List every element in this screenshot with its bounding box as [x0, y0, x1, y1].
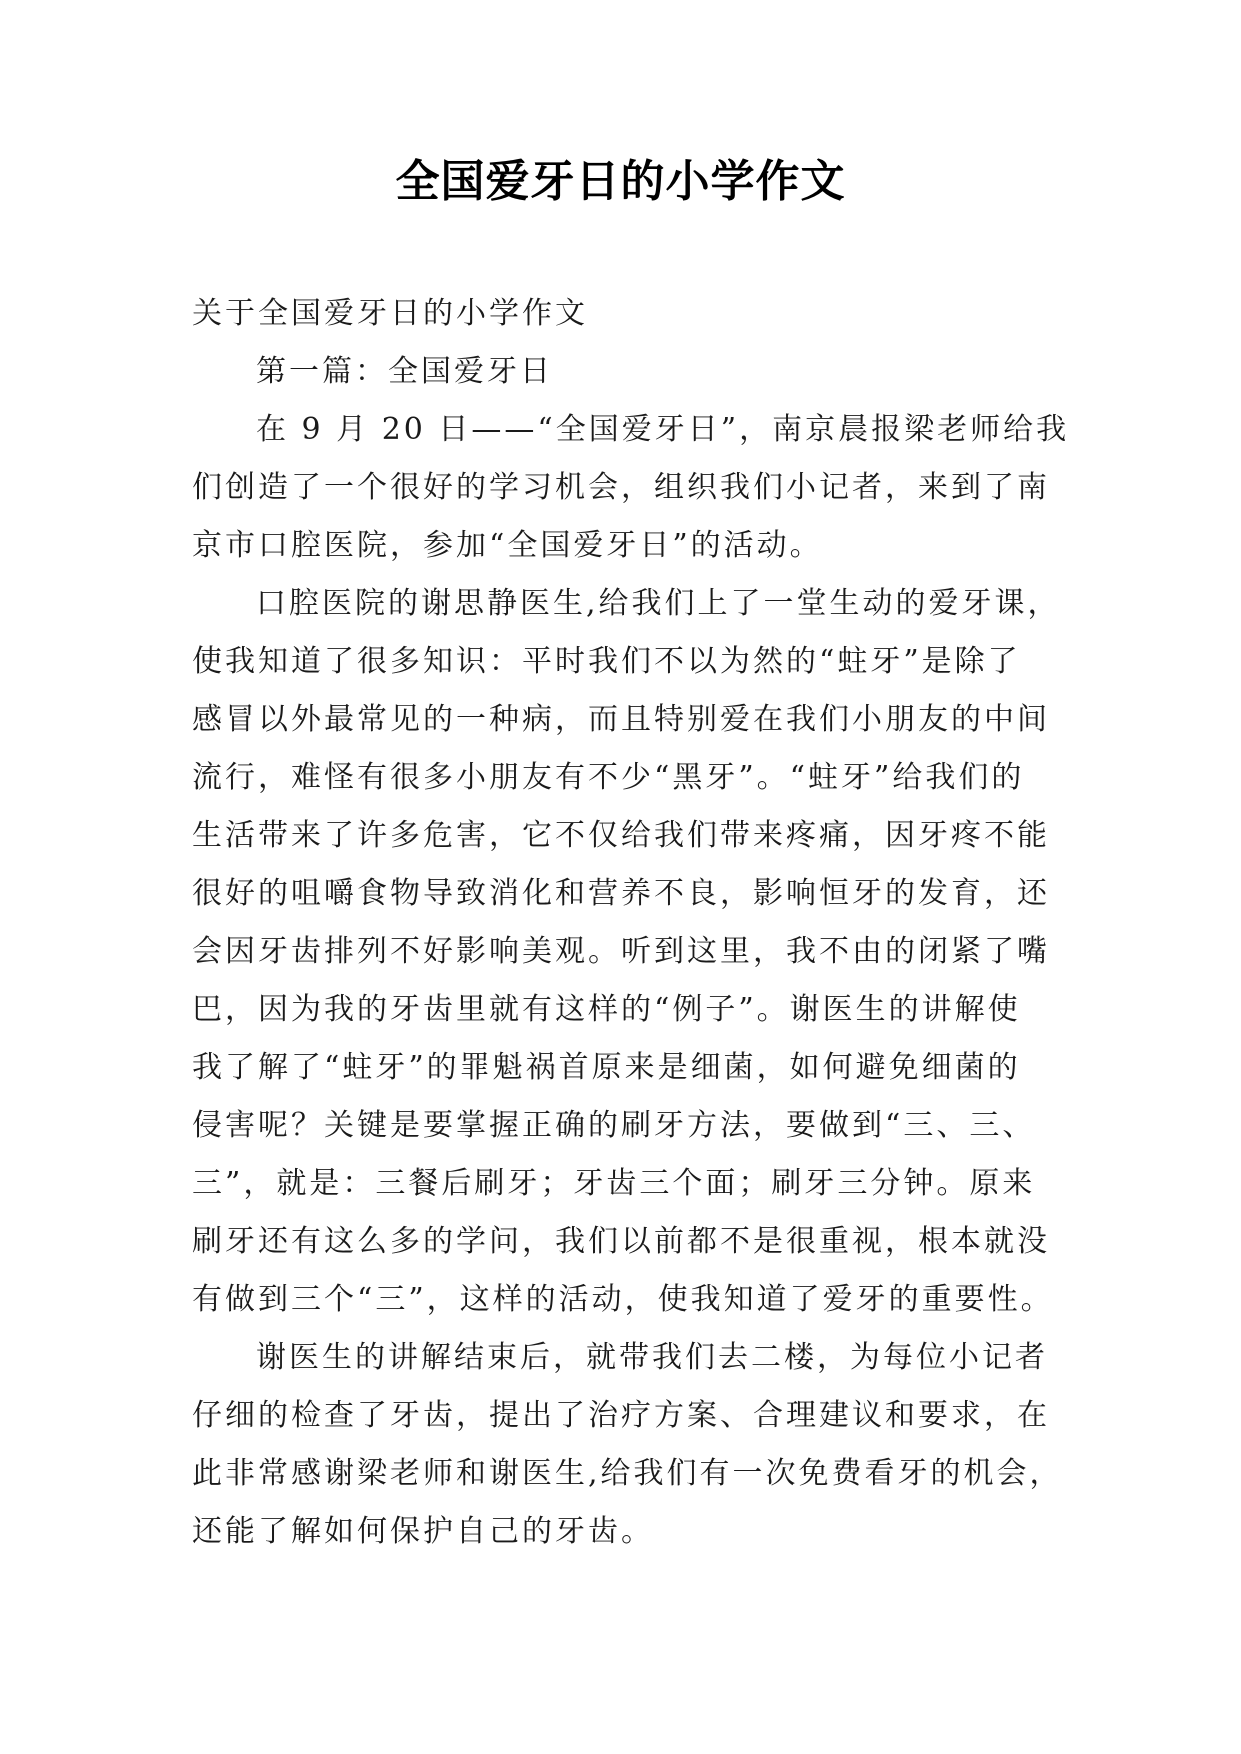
text-line: 谢医生的讲解结束后，就带我们去二楼，为每位小记者	[256, 1340, 1048, 1375]
section-heading	[192, 343, 1062, 401]
text-line: 有做到三个“三”，这样的活动，使我知道了爱牙的重要性。	[192, 1282, 1054, 1317]
document-title: 全国爱牙日的小学作文	[395, 156, 846, 207]
subtitle-line	[192, 285, 1062, 343]
text-line: 巴，因为我的牙齿里就有这样的“例子”。谢医生的讲解使	[192, 992, 1021, 1027]
text-line: 关于全国爱牙日的小学作文	[192, 296, 588, 331]
text-line: 流行，难怪有很多小朋友有不少“黑牙”。“蛀牙”给我们的	[192, 760, 1025, 795]
text-line: 京市口腔医院，参加“全国爱牙日”的活动。	[192, 528, 823, 563]
text-line: 侵害呢？关键是要掌握正确的刷牙方法，要做到“三、三、	[192, 1108, 1036, 1143]
paragraph-1	[192, 401, 1070, 575]
text-line: 三”，就是：三餐后刷牙；牙齿三个面；刷牙三分钟。原来	[192, 1166, 1036, 1201]
text-line: 生活带来了许多危害，它不仅给我们带来疼痛，因牙疼不能	[192, 818, 1050, 853]
document-body	[192, 285, 1070, 1561]
text-line: 很好的咀嚼食物导致消化和营养不良，影响恒牙的发育，还	[192, 876, 1050, 911]
text-line: 感冒以外最常见的一种病，而且特别爱在我们小朋友的中间	[192, 702, 1050, 737]
text-line: 我了解了“蛀牙”的罪魁祸首原来是细菌，如何避免细菌的	[192, 1050, 1021, 1085]
text-line: 口腔医院的谢思静医生,给我们上了一堂生动的爱牙课，	[256, 586, 1061, 621]
paragraph-3	[192, 1329, 1062, 1561]
text-line: 仔细的检查了牙齿，提出了治疗方案、合理建议和要求，在	[192, 1398, 1050, 1433]
text-line: 刷牙还有这么多的学问，我们以前都不是很重视，根本就没	[192, 1224, 1050, 1259]
text-line: 此非常感谢梁老师和谢医生,给我们有一次免费看牙的机会，	[192, 1456, 1063, 1491]
text-line: 第一篇：全国爱牙日	[256, 354, 553, 389]
text-line: 使我知道了很多知识：平时我们不以为然的“蛀牙”是除了	[192, 644, 1021, 679]
paragraph-2	[192, 575, 1062, 1329]
text-line: 会因牙齿排列不好影响美观。听到这里，我不由的闭紧了嘴	[192, 934, 1050, 969]
text-line: 们创造了一个很好的学习机会，组织我们小记者，来到了南	[192, 470, 1050, 505]
text-line: 还能了解如何保护自己的牙齿。	[192, 1514, 654, 1549]
text-line: 在 9 月 20 日——“全国爱牙日”，南京晨报梁老师给我	[256, 412, 1070, 447]
